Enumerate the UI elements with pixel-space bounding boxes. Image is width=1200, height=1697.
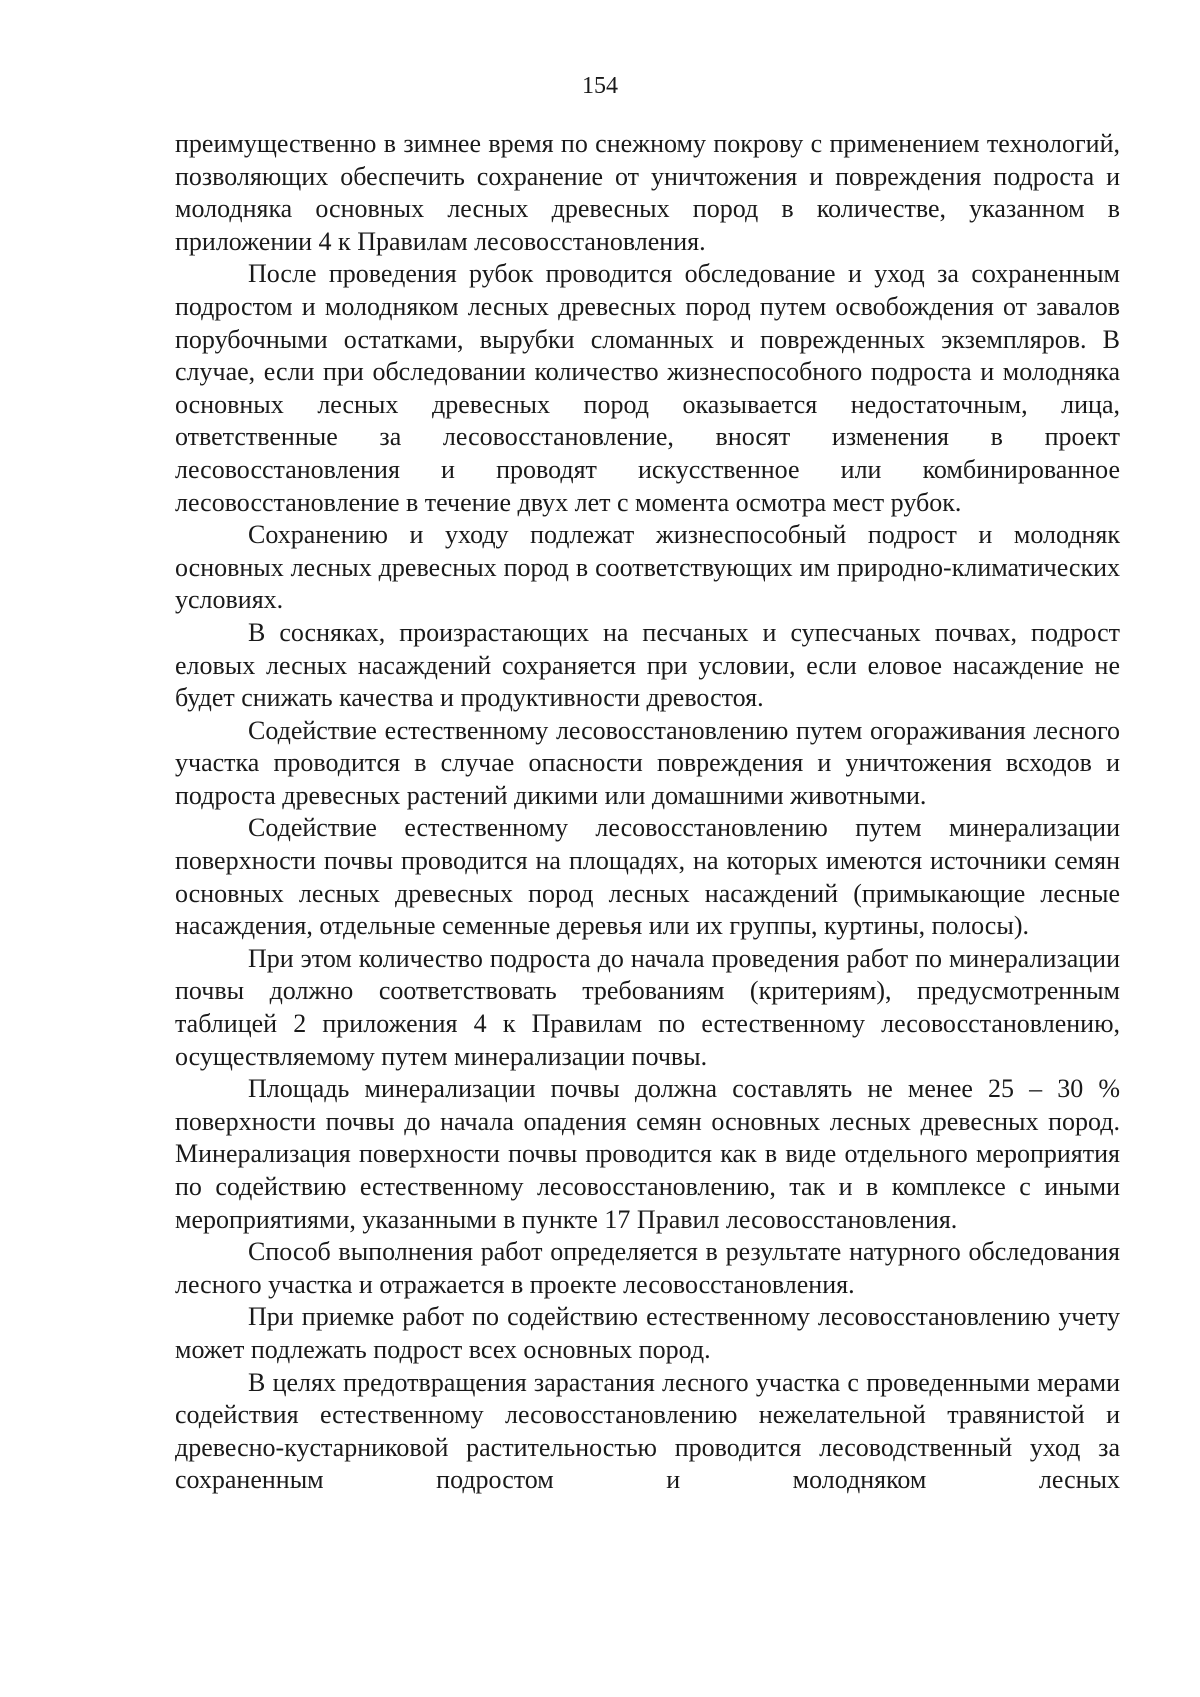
paragraph-pine-forests: В сосняках, произрастающих на песчаных и супесчаных почвах, подрост еловых лесных насаждений сохраняется при условии, если еловое насаждение не будет снижать качества и продуктивности древостоя. [175,617,1120,713]
paragraph-work-acceptance: При приемке работ по содействию естественному лесовосстановлению учету может подлежать подрост всех основных пород. [175,1302,1120,1364]
paragraph-overgrowth-prevention: В целях предотвращения зарастания лесного участка с проведенными мерами содействия естественному лесовосстановлению нежелательной травянистой и древесно-кустарниковой растительностью проводится лесоводственный уход за сохраненным подростом и молодняком лесных [175,1367,1120,1495]
paragraph-undergrowth-criteria: При этом количество подроста до начала проведения работ по минерализации почвы должно соответствовать требованиям (критериям), предусмотренным таблицей 2 приложения 4 к Правилам по естественному лесовосстановлению, осуществляемому путем минерализации почвы. [175,943,1120,1071]
paragraph-work-method: Способ выполнения работ определяется в результате натурного обследования лесного участка и отражается в проекте лесовосстановления. [175,1237,1120,1299]
paragraph-fencing: Содействие естественному лесовосстановлению путем огораживания лесного участка проводится в случае опасности повреждения и уничтожения всходов и подроста древесных растений дикими или домашними животными. [175,715,1120,810]
paragraph-inspection-and-care: После проведения рубок проводится обследование и уход за сохраненным подростом и молодняком лесных древесных пород путем освобождения от завалов порубочными остатками, вырубки сломанных и поврежденных экземпляров. В случае, если при обследовании количество жизнеспособного подроста и молодняка основных лесных древесных пород оказывается недостаточным, лица, ответственные за лесовосстановление, вносят изменения в проект лесовосстановления и проводят искусственное или комбинированное лесовосстановление в течение двух лет с момента осмотра мест рубок. [175,259,1120,517]
paragraph-preservation-subject: Сохранению и уходу подлежат жизнеспособный подрост и молодняк основных лесных древесных пород в соответствующих им природно-климатических условиях. [175,520,1120,615]
paragraph-soil-mineralization: Содействие естественному лесовосстановлению путем минерализации поверхности почвы проводится на площадях, на которых имеются источники семян основных лесных древесных пород лесных насаждений (примыкающие лесные насаждения, отдельные семенные деревья или их группы, куртины, полосы). [175,813,1120,941]
page-number: 154 [582,73,618,99]
paragraph-mineralization-area: Площадь минерализации почвы должна составлять не менее 25 – 30 % поверхности почвы до начала опадения семян основных лесных древесных пород. Минерализация поверхности почвы проводится как в виде отдельного мероприятия по содействию естественному лесовосстановлению, так и в комплексе с иными мероприятиями, указанными в пункте 17 Правил лесовосстановления. [175,1074,1120,1234]
body-text [175,128,1120,1497]
paragraph-continuation: преимущественно в зимнее время по снежному покрову с применением технологий, позволяющих обеспечить сохранение от уничтожения и повреждения подроста и молодняка основных лесных древесных пород в количестве, указанном в приложении 4 к Правилам лесовосстановления. [175,129,1120,256]
